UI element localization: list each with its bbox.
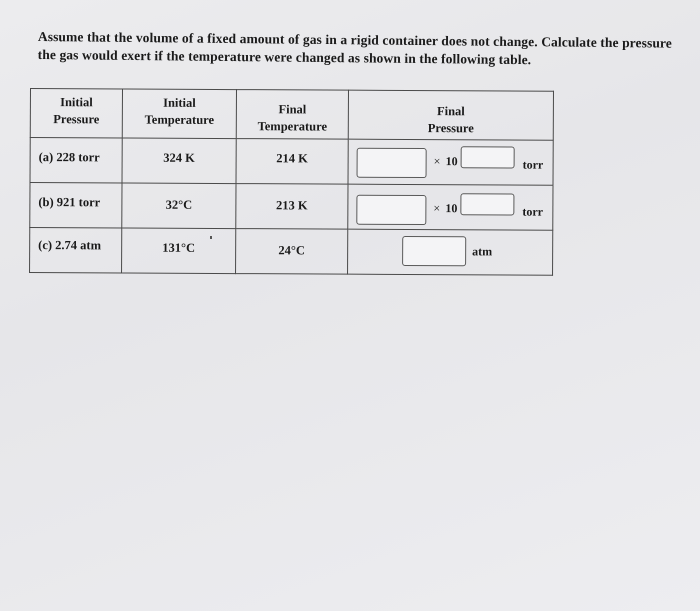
row-c-final-temperature [236, 229, 348, 275]
row-a-initial-pressure-value: (a) 228 torr [38, 150, 100, 165]
row-b-times-symbol: × [433, 201, 441, 216]
question-text: Assume that the volume of a fixed amount of gas in a rigid container does not change. Calculate the pressure the gas would exert if the temperature were changed as shown in the following table. [37, 28, 673, 68]
gas-law-table [29, 88, 554, 276]
row-a-answer-group [349, 140, 553, 185]
table-header-row [30, 89, 553, 141]
row-b-exponent-input[interactable] [460, 193, 514, 215]
table-row [30, 228, 553, 276]
row-b-initial-temperature-value: 32°C [165, 197, 193, 212]
row-b-initial-pressure-value: (b) 921 torr [38, 195, 101, 210]
header-initial-temperature-label: Initial Temperature [144, 95, 215, 127]
row-a-exponent-input[interactable] [461, 146, 515, 168]
stray-mark [210, 236, 212, 239]
table-row [30, 138, 553, 186]
row-b-ten: 10 [445, 201, 458, 216]
row-a-final-pressure [348, 139, 553, 185]
row-c-answer-group [348, 230, 552, 275]
row-b-unit: torr [522, 204, 544, 219]
row-b-final-temperature [236, 184, 348, 230]
row-a-coefficient-input[interactable] [357, 148, 427, 178]
row-b-final-temperature-value: 213 K [276, 198, 308, 213]
row-c-final-temperature-value: 24°C [278, 243, 305, 258]
header-initial-temperature [122, 89, 236, 139]
row-a-initial-temperature [122, 138, 236, 184]
header-final-temperature-label: Final Temperature [257, 102, 328, 134]
row-a-ten: 10 [445, 154, 458, 169]
row-b-initial-temperature [122, 183, 236, 229]
row-a-initial-temperature-value: 324 K [163, 150, 195, 165]
row-a-times-symbol: × [433, 154, 441, 169]
row-a-final-temperature-value: 214 K [276, 151, 308, 166]
table-row [30, 183, 553, 231]
row-b-initial-pressure [30, 183, 122, 228]
row-c-final-pressure [348, 229, 553, 275]
row-a-final-temperature [236, 139, 348, 185]
row-c-unit: atm [472, 244, 493, 259]
header-initial-pressure-label: Initial Pressure [53, 95, 100, 127]
header-final-pressure-label: Final Pressure [427, 104, 474, 136]
header-initial-pressure [30, 89, 122, 138]
row-b-coefficient-input[interactable] [356, 195, 426, 225]
row-c-value-input[interactable] [402, 236, 466, 266]
row-c-initial-pressure [30, 228, 122, 273]
row-a-initial-pressure [30, 138, 122, 183]
row-c-initial-temperature [122, 228, 236, 274]
row-b-answer-group [348, 185, 552, 230]
header-final-temperature [236, 90, 348, 140]
row-c-initial-temperature-value: 131°C [162, 240, 196, 255]
row-a-unit: torr [522, 157, 544, 172]
header-final-pressure [348, 90, 553, 140]
row-b-final-pressure [348, 184, 553, 230]
row-c-initial-pressure-value: (c) 2.74 atm [38, 238, 102, 253]
